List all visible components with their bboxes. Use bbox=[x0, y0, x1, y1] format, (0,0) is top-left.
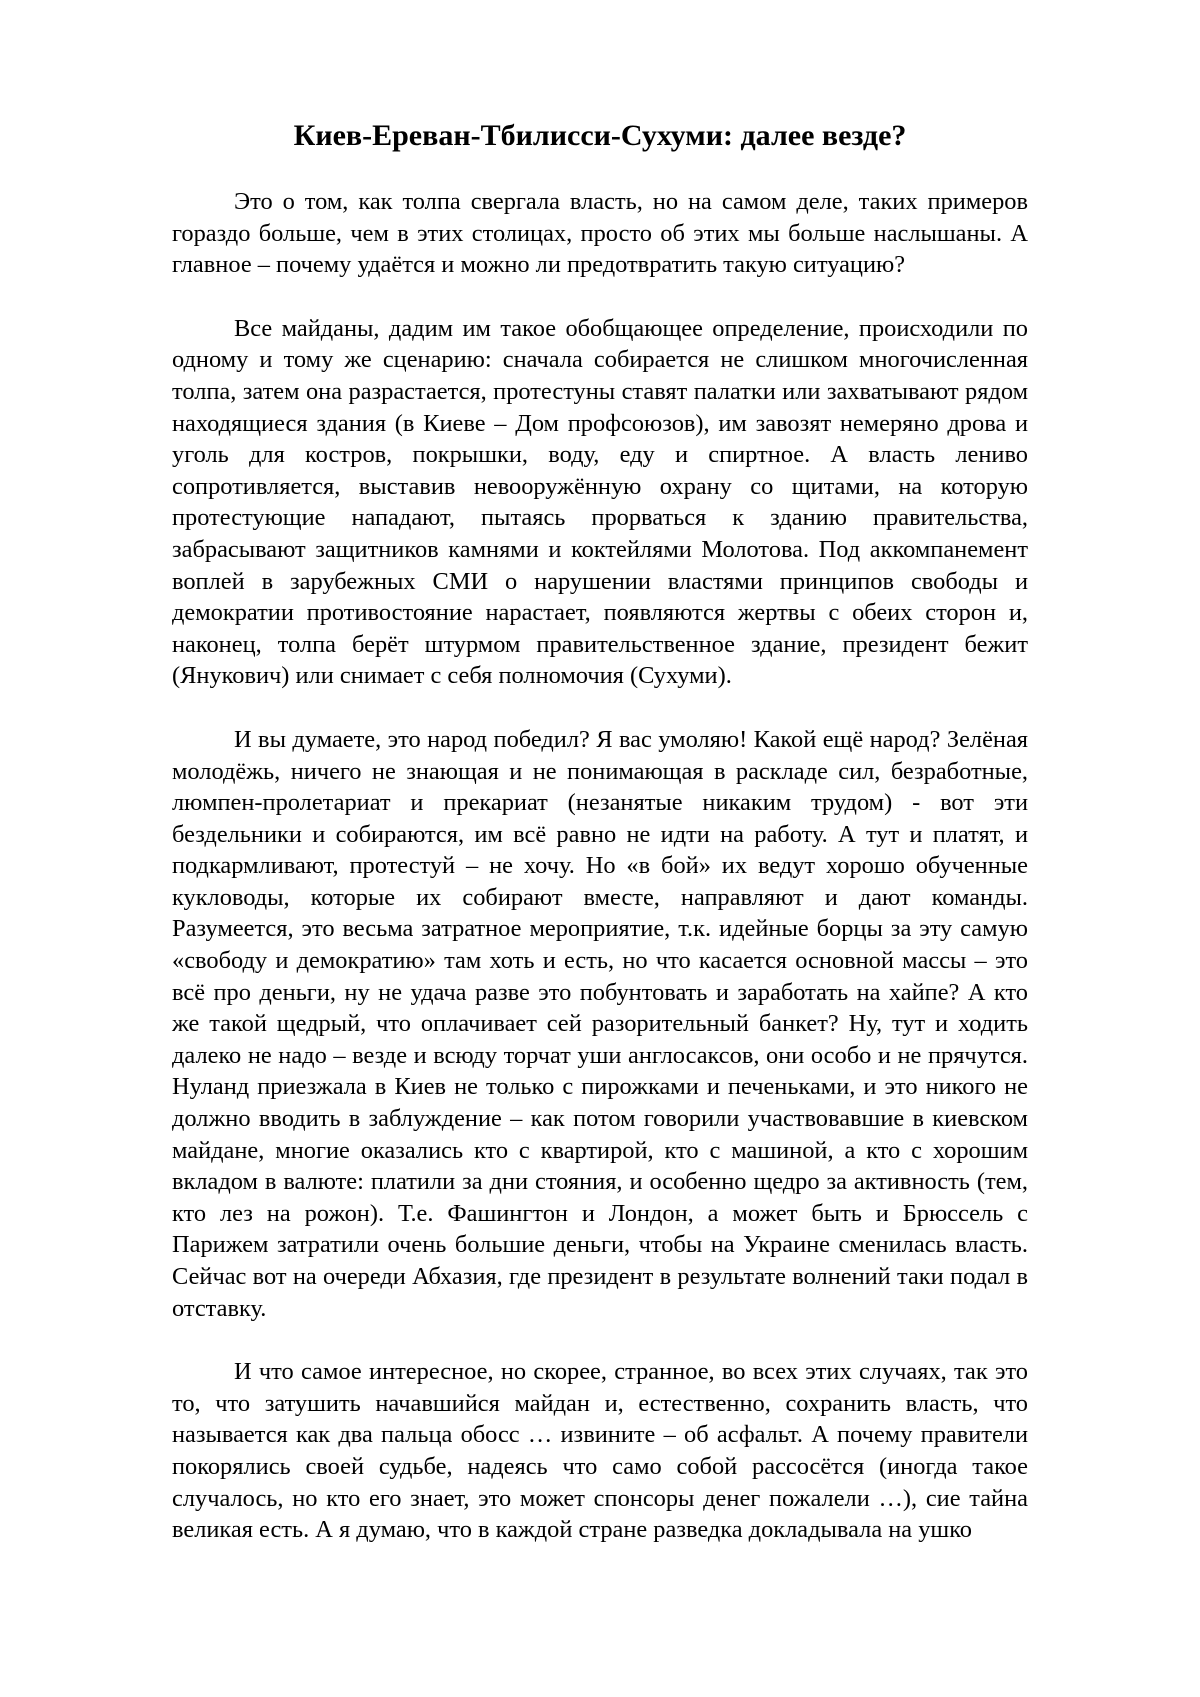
document-title: Киев-Ереван-Тбилисси-Сухуми: далее везде? bbox=[293, 119, 907, 152]
paragraph-who-won: И вы думаете, это народ победил? Я вас умоляю! Какой ещё народ? Зелёная молодёжь, ничего не знающая и не понимающая в раскладе сил, безработные, люмпен-пролетариат и прекариат (незанятые никаким трудом) - вот эти бездельники и собираются, им всё равно не идти на работу. А тут и платят, и подкармливают, протестуй – не хочу. Но «в бой» их ведут хорошо обученные кукловоды, которые их собирают вместе, направляют и дают команды. Разумеется, это весьма затратное мероприятие, т.к. идейные борцы за эту самую «свободу и демократию» там хоть и есть, но что касается основной массы – это всё про деньги, ну не удача разве это побунтовать и заработать на хайпе? А кто же такой щедрый, что оплачивает сей разорительный банкет? Ну, тут и ходить далеко не надо – везде и всюду торчат уши англосаксов, они особо и не прячутся. Нуланд приезжала в Киев не только с пирожками и печеньками, и это никого не должно вводить в заблуждение – как потом говорили участвовавшие в киевском майдане, многие оказались кто с квартирой, кто с машиной, а кто с хорошим вкладом в валюте: платили за дни стояния, и особенно щедро за активность (тем, кто лез на рожон). Т.е. Фашингтон и Лондон, а может быть и Брюссель с Парижем затратили очень большие деньги, чтобы на Украине сменилась власть. Сейчас вот на очереди Абхазия, где президент в результате волнений таки подал в отставку. bbox=[172, 725, 1028, 1322]
document-body bbox=[172, 186, 1028, 1578]
paragraph-strange: И что самое интересное, но скорее, странное, во всех этих случаях, так это то, что затушить начавшийся майдан и, естественно, сохранить власть, что называется как два пальца обосс … извините – об асфальт. А почему правители покорялись своей судьбе, надеясь что само собой рассосётся (иногда такое случалось, но кто его знает, это может спонсоры денег пожалели …), сие тайна великая есть. А я думаю, что в каждой стране разведка докладывала на ушко bbox=[172, 1358, 1028, 1544]
paragraph-intro: Это о том, как толпа свергала власть, но на самом деле, таких примеров гораздо больше, чем в этих столицах, просто об этих мы больше наслышаны. А главное – почему удаётся и можно ли предотвратить такую ситуацию? bbox=[172, 188, 1028, 279]
paragraph-scenario: Все майданы, дадим им такое обобщающее определение, происходили по одному и тому же сценарию: сначала собирается не слишком многочисленная толпа, затем она разрастается, протестуны ставят палатки или захватывают рядом находящиеся здания (в Киеве – Дом профсоюзов), им завозят немеряно дрова и уголь для костров, покрышки, воду, еду и спиртное. А власть лениво сопротивляется, выставив невооружённую охрану со щитами, на которую протестующие нападают, пытаясь прорваться к зданию правительства, забрасывают защитников камнями и коктейлями Молотова. Под аккомпанемент воплей в зарубежных СМИ о нарушении властями принципов свободы и демократии противостояние нарастает, появляются жертвы с обеих сторон и, наконец, толпа берёт штурмом правительственное здание, президент бежит (Янукович) или снимает с себя полномочия (Сухуми). bbox=[172, 314, 1028, 690]
